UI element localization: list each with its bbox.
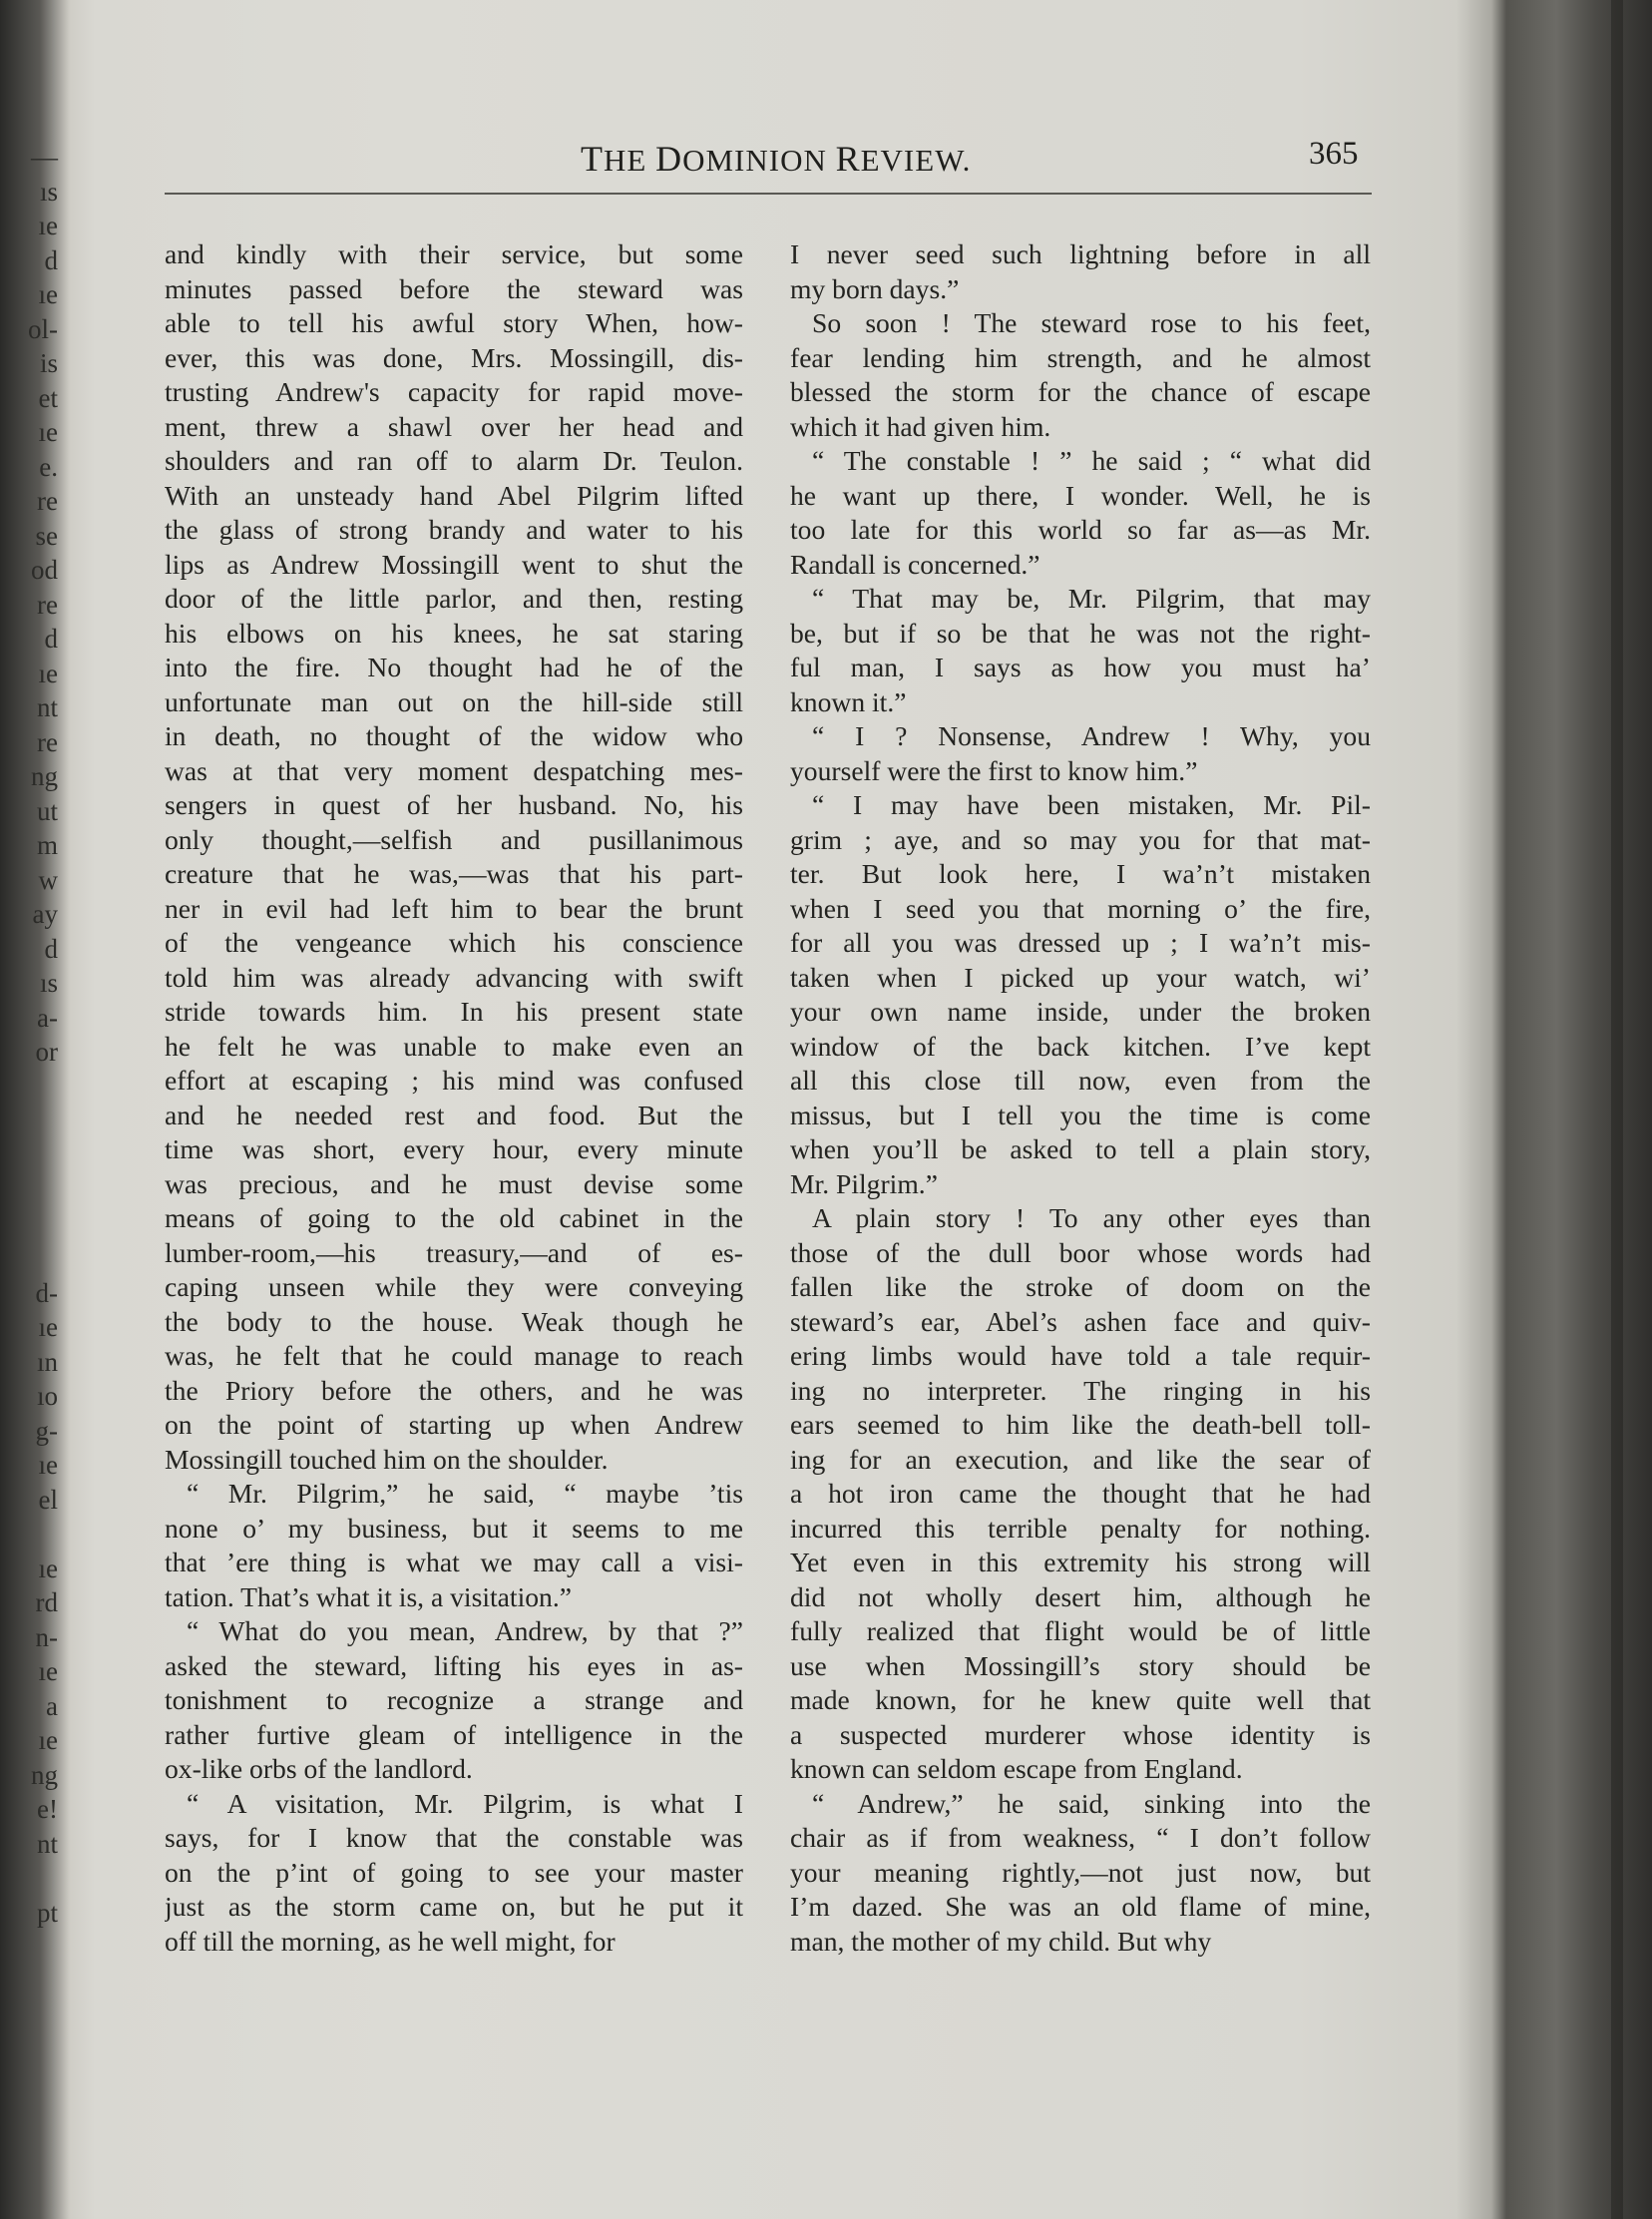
text-line: taken when I picked up your watch, wi’	[790, 961, 1371, 993]
text-line: missus, but I tell you the time is come	[790, 1099, 1371, 1130]
text-line: ing for an execution, and like the sear of	[790, 1443, 1371, 1475]
text-line: known it.”	[790, 685, 907, 717]
facing-page-fragment: ıe	[38, 211, 58, 240]
text-line: “ That may be, Mr. Pilgrim, that may	[812, 583, 1371, 614]
facing-page-fragment: ıe	[38, 1553, 58, 1583]
text-line: grim ; aye, and so may you for that mat-	[790, 823, 1371, 855]
facing-page-fragment: e.	[39, 451, 58, 482]
text-line: With an unsteady hand Abel Pilgrim lifted	[165, 479, 743, 511]
text-line: none o’ my business, but it seems to me	[165, 1512, 743, 1544]
text-line: for all you was dressed up ; I wa’n’t mis-	[790, 927, 1371, 958]
text-line: your meaning rightly,—not just now, but	[790, 1856, 1371, 1888]
text-line: means of going to the old cabinet in the	[165, 1202, 743, 1233]
text-line: too late for this world so far as—as Mr.	[790, 514, 1371, 545]
text-line: the Priory before the others, and he was	[165, 1374, 743, 1406]
text-line: use when Mossingill’s story should be	[790, 1649, 1371, 1681]
text-line: just as the storm came on, but he put it	[165, 1891, 743, 1922]
text-line: fear lending him strength, and he almost	[790, 341, 1371, 373]
text-line: the body to the house. Weak though he	[165, 1305, 743, 1337]
facing-page-fragment: ut	[36, 795, 58, 826]
text-line: ever, this was done, Mrs. Mossingill, dis-	[165, 341, 743, 373]
text-line: did not wholly desert him, although he	[790, 1580, 1371, 1612]
facing-page-fragment: ng	[31, 1759, 58, 1790]
facing-page-fragment: or	[35, 1037, 58, 1067]
facing-page-edge	[0, 140, 60, 2035]
text-line: “ I ? Nonsense, Andrew ! Why, you	[812, 720, 1371, 751]
text-line: asked the steward, lifting his eyes in as-	[165, 1649, 743, 1681]
text-line: creature that he was,—was that his part-	[165, 858, 743, 889]
facing-page-fragment: pt	[36, 1897, 58, 1928]
text-line: off till the morning, as he well might, for	[165, 1925, 616, 1957]
facing-page-fragment: is	[39, 348, 58, 378]
text-line: able to tell his awful story When, how-	[165, 307, 743, 338]
text-line: known can seldom escape from England.	[790, 1753, 1243, 1784]
facing-page-fragment: n-	[35, 1621, 58, 1652]
text-line: rather furtive gleam of intelligence in the	[165, 1718, 743, 1750]
facing-page-fragment: od	[31, 555, 58, 585]
text-line: incurred this terrible penalty for nothing.	[790, 1512, 1371, 1544]
text-line: my born days.”	[790, 272, 960, 304]
facing-page-fragment: el	[38, 1484, 58, 1515]
text-line: lips as Andrew Mossingill went to shut the	[165, 548, 743, 580]
text-line: told him was already advancing with swift	[165, 961, 743, 993]
left-text-column	[165, 237, 743, 1959]
text-line: your own name inside, under the broken	[790, 996, 1371, 1027]
text-line: trusting Andrew's capacity for rapid move-	[165, 376, 743, 407]
text-line: Yet even in this extremity his strong will	[790, 1547, 1371, 1577]
text-line: I never seed such lightning before in all	[790, 238, 1371, 269]
facing-page-fragment: ol-	[28, 313, 58, 344]
facing-page-fragment	[0, 1861, 58, 1896]
facing-page-fragment: ıe	[38, 1656, 58, 1686]
text-line: stride towards him. In his present state	[165, 996, 743, 1027]
text-line: window of the back kitchen. I’ve kept	[790, 1030, 1371, 1062]
text-line: when I seed you that morning o’ the fire,	[790, 892, 1371, 924]
facing-page-fragment: ay	[32, 899, 58, 929]
facing-page-fragment: ıe	[38, 1725, 58, 1755]
text-line: was, he felt that he could manage to reach	[165, 1340, 743, 1371]
text-line: steward’s ear, Abel’s ashen face and quiv-	[790, 1305, 1371, 1337]
text-line: his elbows on his knees, he sat staring	[165, 617, 743, 649]
facing-page-fragment: rd	[35, 1587, 58, 1617]
text-line: tation. That’s what it is, a visitation.”	[165, 1580, 572, 1612]
text-line: blessed the storm for the chance of escape	[790, 376, 1371, 407]
header-initial: D	[655, 139, 683, 179]
text-line: door of the little parlor, and then, resting	[165, 583, 743, 614]
text-line: those of the dull boor whose words had	[790, 1236, 1371, 1268]
text-line: was at that very moment despatching mes-	[165, 754, 743, 786]
right-text-column	[790, 237, 1371, 1959]
text-line: fully realized that flight would be of little	[790, 1615, 1371, 1646]
text-line: Mr. Pilgrim.”	[790, 1167, 938, 1199]
text-line: chair as if from weakness, “ I don’t follow	[790, 1822, 1371, 1853]
facing-page-fragment: nt	[36, 692, 58, 722]
text-line: he want up there, I wonder. Well, he is	[790, 479, 1371, 511]
text-line: “ Andrew,” he said, sinking into the	[812, 1787, 1371, 1819]
text-line: only thought,—selfish and pusillanimous	[165, 823, 743, 855]
facing-page-fragment	[0, 1241, 58, 1276]
text-line: ment, threw a shawl over her head and	[165, 410, 743, 442]
text-line: “ Mr. Pilgrim,” he said, “ maybe ’tis	[187, 1478, 743, 1509]
facing-page-fragment: re	[37, 589, 58, 620]
text-line: So soon ! The steward rose to his feet,	[812, 307, 1371, 338]
facing-page-fragment	[0, 1517, 58, 1552]
header-word: HE	[604, 143, 656, 178]
facing-page-fragment: ın	[36, 1346, 58, 1377]
text-line: be, but if so be that he was not the right-	[790, 617, 1371, 649]
text-line: shoulders and ran off to alarm Dr. Teulon.	[165, 445, 743, 476]
facing-page-fragment: ıs	[39, 968, 58, 998]
text-line: caping unseen while they were conveying	[165, 1271, 743, 1302]
text-line: “ A visitation, Mr. Pilgrim, is what I	[187, 1787, 743, 1819]
facing-page-fragment: ıe	[38, 658, 58, 688]
text-line: says, for I know that the constable was	[165, 1822, 743, 1853]
facing-page-fragment: g-	[35, 1415, 58, 1446]
text-line: ter. But look here, I wa’n’t mistaken	[790, 858, 1371, 889]
text-line: ner in evil had left him to bear the brunt	[165, 892, 743, 924]
facing-page-fragment: ıe	[38, 417, 58, 447]
facing-page-fragment: m	[36, 830, 58, 860]
header-rule	[165, 193, 1372, 195]
text-line: ful man, I says as how you must ha’	[790, 652, 1371, 682]
text-line: ing no interpreter. The ringing in his	[790, 1374, 1371, 1406]
text-line: on the point of starting up when Andrew	[165, 1409, 743, 1440]
text-line: “ I may have been mistaken, Mr. Pil-	[812, 789, 1371, 820]
header-initial: R	[835, 139, 861, 179]
text-line: and kindly with their service, but some	[165, 238, 743, 269]
text-line: man, the mother of my child. But why	[790, 1925, 1212, 1957]
text-line: a hot iron came the thought that he had	[790, 1478, 1371, 1509]
text-line: was precious, and he must devise some	[165, 1167, 743, 1199]
text-line: “ What do you mean, Andrew, by that ?”	[187, 1615, 743, 1646]
text-line: Randall is concerned.”	[790, 548, 1040, 580]
text-line: made known, for he knew quite well that	[790, 1684, 1371, 1715]
text-line: lumber-room,—his treasury,—and of es-	[165, 1236, 743, 1268]
text-line: yourself were the first to know him.”	[790, 754, 1198, 786]
text-line: in death, no thought of the widow who	[165, 720, 743, 751]
header-initial: T	[581, 139, 604, 179]
facing-page-fragment: d-	[35, 1277, 58, 1308]
facing-page-fragment	[0, 1070, 58, 1105]
text-line: ering limbs would have told a tale requir-	[790, 1340, 1371, 1371]
facing-page-fragment: ıe	[38, 1450, 58, 1480]
facing-page-fragment: —	[31, 142, 58, 172]
facing-page-fragment: ng	[31, 761, 58, 791]
text-line: the glass of strong brandy and water to his	[165, 514, 743, 545]
facing-page-fragment	[0, 1172, 58, 1207]
facing-page-fragment: ıo	[36, 1381, 58, 1411]
text-line: that ’ere thing is what we may call a visi-	[165, 1547, 743, 1577]
text-line: on the p’int of going to see your master	[165, 1856, 743, 1888]
facing-page-fragment: re	[37, 486, 58, 516]
facing-page-fragment: w	[38, 864, 58, 895]
header-word: OMINION	[682, 143, 836, 178]
facing-page-fragment: re	[37, 726, 58, 757]
text-line: all this close till now, even from the	[790, 1065, 1371, 1096]
text-line: into the fire. No thought had he of the	[165, 652, 743, 682]
text-line: ears seemed to him like the death-bell toll-	[790, 1409, 1371, 1440]
page-number: 365	[1309, 136, 1359, 172]
facing-page-fragment: ıe	[38, 1312, 58, 1342]
book-spine-shadow	[1611, 0, 1623, 2219]
facing-page-fragment: d	[44, 624, 58, 654]
facing-page-fragment: ıs	[39, 176, 58, 207]
header-word: EVIEW.	[860, 143, 972, 178]
text-line: he felt he was unable to make even an	[165, 1030, 743, 1062]
facing-page-fragment	[0, 1138, 58, 1173]
facing-page-fragment: d	[44, 244, 58, 275]
facing-page-fragment: nt	[36, 1828, 58, 1859]
text-line: “ The constable ! ” he said ; “ what did	[812, 445, 1371, 476]
facing-page-fragment: a	[46, 1690, 58, 1721]
text-line: effort at escaping ; his mind was confused	[165, 1065, 743, 1096]
facing-page-fragment: e!	[37, 1794, 58, 1824]
facing-page-fragment: et	[38, 382, 58, 413]
facing-page-fragment: d	[44, 933, 58, 964]
facing-page-fragment	[0, 1207, 58, 1242]
text-line: fallen like the stroke of doom on the	[790, 1271, 1371, 1302]
text-line: ox-like orbs of the landlord.	[165, 1753, 473, 1784]
facing-page-fragment: ıe	[38, 279, 58, 309]
running-header	[581, 138, 971, 180]
text-line: of the vengeance which his conscience	[165, 927, 743, 958]
text-line: unfortunate man out on the hill-side still	[165, 685, 743, 717]
text-line: which it had given him.	[790, 410, 1051, 442]
text-line: and he needed rest and food. But the	[165, 1099, 743, 1130]
text-line: when you’ll be asked to tell a plain story,	[790, 1133, 1371, 1164]
facing-page-fragment: se	[35, 520, 58, 551]
text-line: A plain story ! To any other eyes than	[812, 1202, 1371, 1233]
text-line: sengers in quest of her husband. No, his	[165, 789, 743, 820]
text-line: a suspected murderer whose identity is	[790, 1718, 1371, 1750]
text-line: tonishment to recognize a strange and	[165, 1684, 743, 1715]
text-line: minutes passed before the steward was	[165, 272, 743, 304]
facing-page-fragment: a-	[37, 1002, 58, 1033]
text-line: Mossingill touched him on the shoulder.	[165, 1443, 609, 1475]
facing-page-fragment	[0, 1104, 58, 1138]
text-line: time was short, every hour, every minute	[165, 1133, 743, 1164]
text-line: I’m dazed. She was an old flame of mine,	[790, 1891, 1371, 1922]
